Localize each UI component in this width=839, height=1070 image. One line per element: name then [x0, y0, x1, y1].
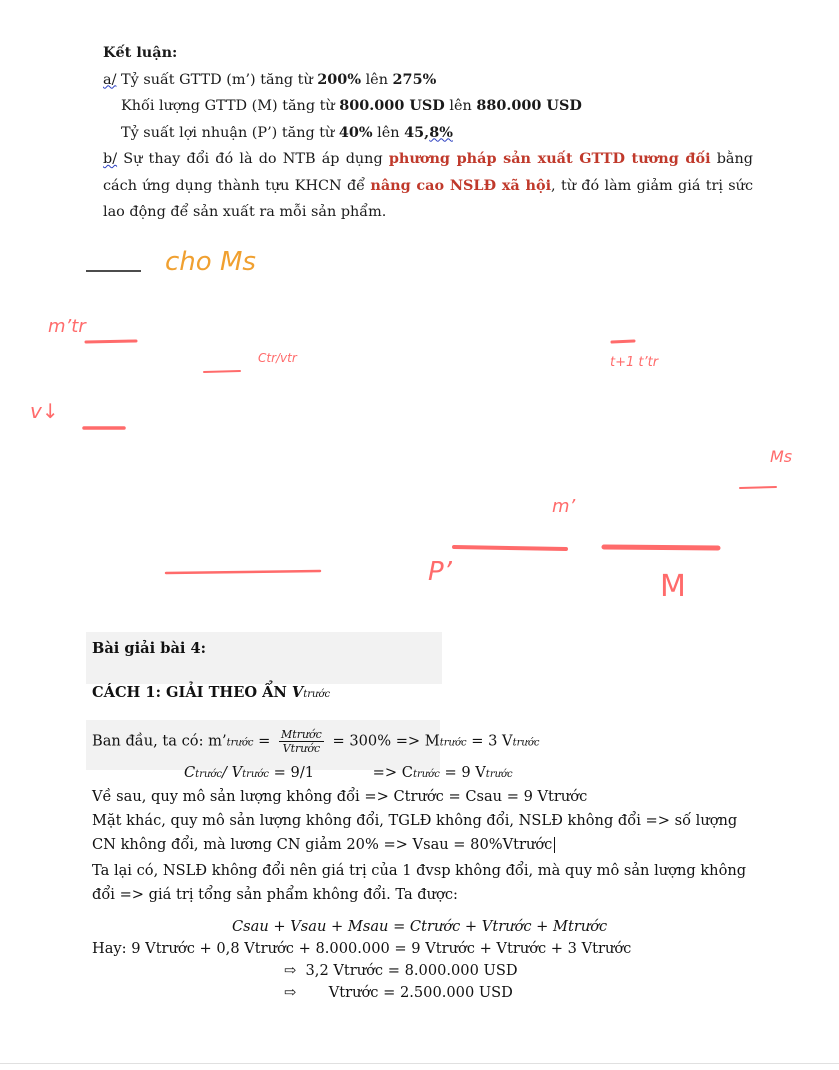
solution-method: CÁCH 1: GIẢI THEO ẨN Vtrước [92, 684, 331, 701]
note-ms: Ms [770, 447, 793, 466]
pink-stroke-8 [166, 571, 320, 573]
pink-stroke-6 [454, 547, 566, 549]
solution-line-9: Hay: 9 Vtrước + 0,8 Vtrước + 8.000.000 = 9 Vtrước + Vtrước + 3 Vtrước [92, 940, 632, 957]
solution-line-1: Ban đầu, ta có: m’trước = $\frac{\text{Mtrước}}{\text{Vtrước}}$ = 300% => Mtrước = 3 Vtrước [92, 728, 540, 755]
conclusion-line-m: Khối lượng GTTD (M) tăng từ 800.000 USD lên 880.000 USD [121, 97, 582, 114]
pink-stroke-5 [740, 487, 776, 488]
label-a: a/ [103, 71, 117, 88]
pink-stroke-1 [86, 341, 136, 342]
solution-line-8: Csau + Vsau + Msau = Ctrước + Vtrước + Mtrước [232, 918, 608, 935]
note-m-tr: m’tr [48, 316, 86, 337]
conclusion-paragraph-b: b/ Sự thay đổi đó là do NTB áp dụng phương pháp sản xuất GTTD tương đối bằng cách ứng dụng thành tựu KHCN để nâng cao NSLĐ xã hội, từ đó làm giảm giá trị sức lao động để sản xuất ra mỗi sản phẩm. [103, 150, 754, 220]
conclusion-section [103, 40, 753, 226]
solution-line-10: ⇨ 3,2 Vtrước = 8.000.000 USD [284, 962, 518, 979]
solution-line-3: Về sau, quy mô sản lượng không đổi => Ctrước = Csau = 9 Vtrước [92, 788, 588, 805]
text-cursor [554, 837, 555, 853]
note-m-prime: m’ [552, 496, 576, 517]
conclusion-heading: Kết luận: [103, 44, 178, 61]
label-b: b/ [103, 151, 118, 167]
note-p-prime: P’ [428, 557, 452, 587]
pink-stroke-7 [604, 547, 718, 548]
page-bottom-rule [0, 1063, 839, 1064]
solution-line-11: ⇨ Vtrước = 2.500.000 USD [284, 984, 513, 1001]
conclusion-line-p: Tỷ suất lợi nhuận (P’) tăng từ 40% lên 45,8% [121, 123, 453, 141]
solution-line-5: CN không đổi, mà lương CN giảm 20% => Vsau = 80%Vtrước [92, 836, 555, 853]
conclusion-line-a: a/ Tỷ suất GTTD (m’) tăng từ 200% lên 275% [103, 70, 437, 88]
solution-line-6: Ta lại có, NSLĐ không đổi nên giá trị của 1 đvsp không đổi, mà quy mô sản lượng không [92, 862, 747, 879]
note-v-down: v↓ [30, 399, 59, 423]
note-cho-ms: cho Ms [165, 247, 256, 277]
solution-line-7: đổi => giá trị tổng sản phẩm không đổi. Ta được: [92, 886, 458, 903]
pink-stroke-2 [204, 371, 240, 372]
solution-title: Bài giải bài 4: [92, 640, 207, 657]
note-M: M [660, 569, 686, 604]
fraction: $\frac{\text{Mtrước}}{\text{Vtrước}}$ [281, 728, 322, 755]
note-ctr-vtr: Ctr/vtr [258, 351, 297, 365]
note-t: t+1 t’tr [610, 355, 659, 370]
pink-stroke-4 [612, 341, 634, 342]
solution-line-2: Ctrước/ Vtrước = 9/1 => Ctrước = 9 Vtrước [184, 764, 513, 781]
solution-line-4: Mặt khác, quy mô sản lượng không đổi, TGLĐ không đổi, NSLĐ không đổi => số lượng [92, 812, 738, 829]
